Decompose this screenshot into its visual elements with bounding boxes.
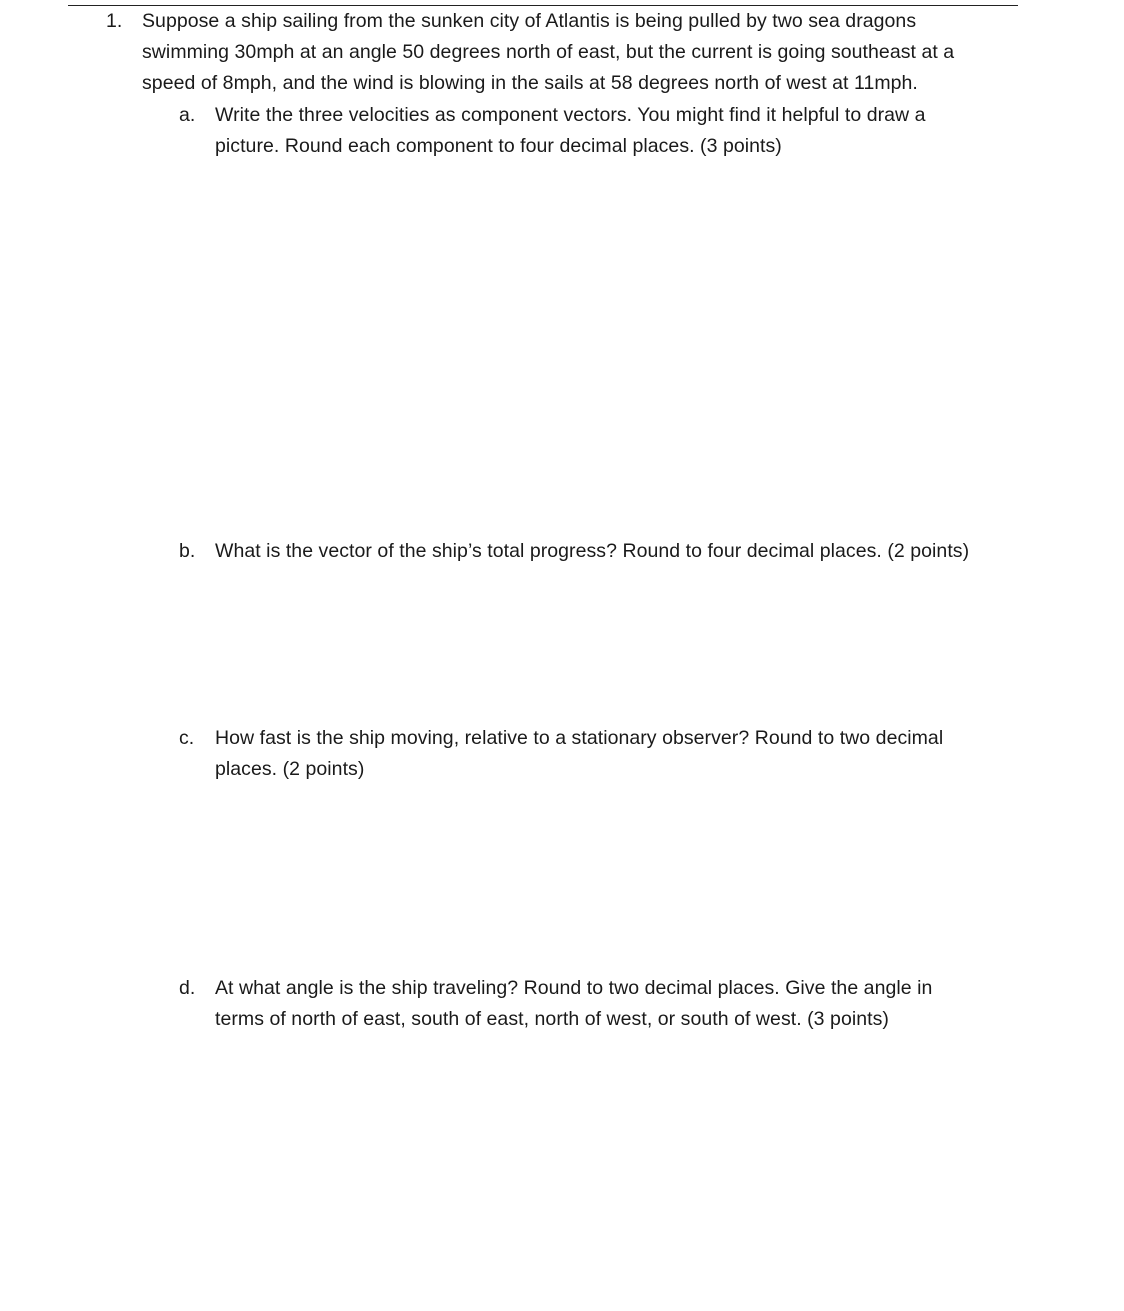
part-b-label: b. xyxy=(179,540,196,562)
question-line: swimming 30mph at an angle 50 degrees north of east, but the current is going southeast at a xyxy=(142,41,955,63)
part-d-text xyxy=(215,973,932,1035)
part-a-line: Write the three velocities as component vectors. You might find it helpful to draw a xyxy=(215,104,926,126)
part-b-text xyxy=(215,536,969,567)
part-a-label: a. xyxy=(179,104,196,126)
part-d-line: At what angle is the ship traveling? Round to two decimal places. Give the angle in xyxy=(215,977,933,999)
question-text xyxy=(142,6,954,99)
part-c-line: places. (2 points) xyxy=(215,758,365,780)
question-line: Suppose a ship sailing from the sunken city of Atlantis is being pulled by two sea dragons xyxy=(142,10,917,32)
part-c-text xyxy=(215,723,943,785)
question-number: 1. xyxy=(106,10,123,32)
part-c-line: How fast is the ship moving, relative to a stationary observer? Round to two decimal xyxy=(215,727,944,749)
question-line: speed of 8mph, and the wind is blowing in the sails at 58 degrees north of west at 11mph. xyxy=(142,72,918,94)
part-a-text xyxy=(215,100,926,162)
part-d-line: terms of north of east, south of east, north of west, or south of west. (3 points) xyxy=(215,1008,889,1030)
part-a-line: picture. Round each component to four decimal places. (3 points) xyxy=(215,135,782,157)
part-d-label: d. xyxy=(179,977,196,999)
part-b-line: What is the vector of the ship’s total progress? Round to four decimal places. (2 points) xyxy=(215,540,970,562)
part-c-label: c. xyxy=(179,727,195,749)
